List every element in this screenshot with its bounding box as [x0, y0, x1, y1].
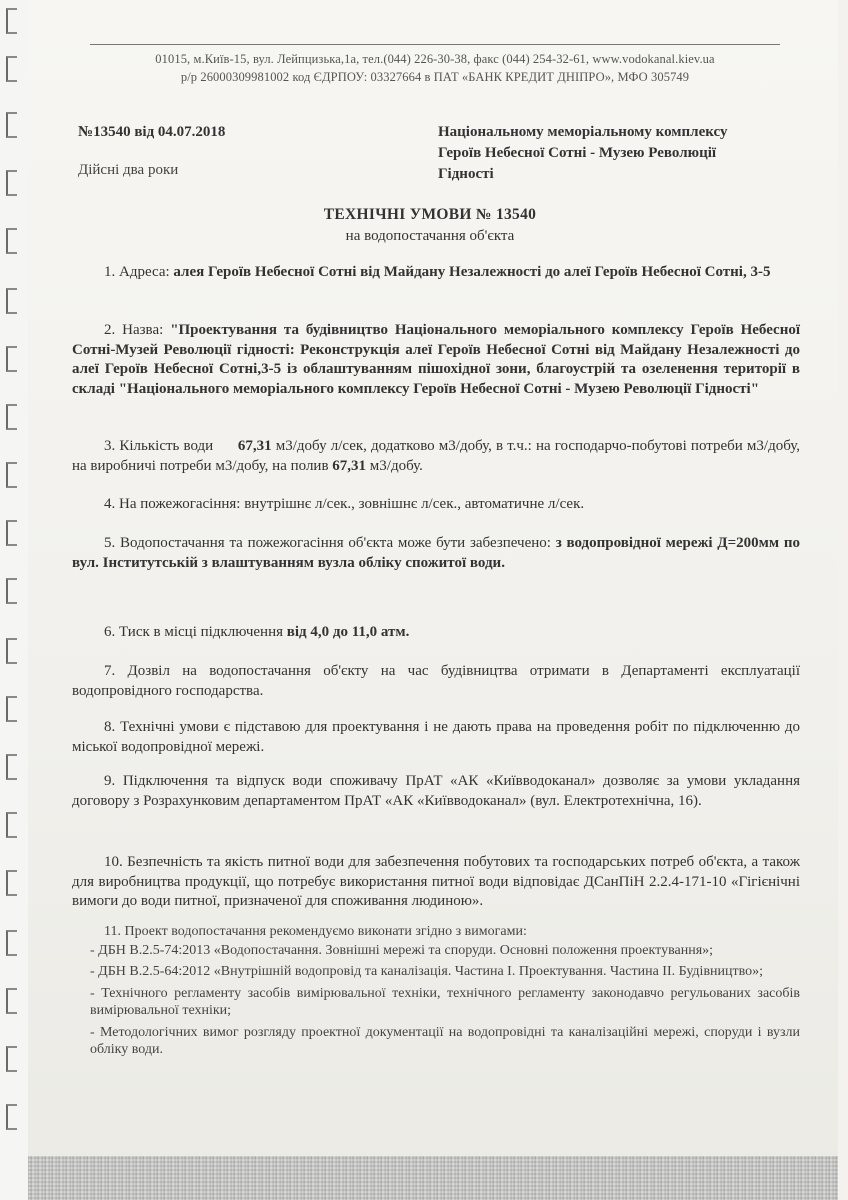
binding-hole	[6, 638, 17, 664]
binding-hole	[6, 462, 17, 488]
recipient-line: Героїв Небесної Сотні - Музею Революції	[438, 145, 717, 161]
binding-hole	[6, 1046, 17, 1072]
binding-hole	[6, 988, 17, 1014]
quantity-breakdown: м3/добу л/сек, додатково м3/добу, в т.ч.: на господарчо-побутові потреби м3/добу, на виробничі потреби м3/добу, на полив	[72, 438, 801, 474]
binding-hole	[6, 346, 17, 372]
binding-hole	[6, 520, 17, 546]
recipient-line: Гідності	[438, 166, 494, 182]
item-permit	[72, 662, 800, 701]
item-supply-source	[72, 534, 800, 573]
validity-note: Дійсні два роки	[78, 162, 179, 178]
binding-hole	[6, 930, 17, 956]
supply-text: 5. Водопостачання та пожежогасіння об'єкта може бути забезпечено:	[104, 535, 551, 551]
permit-text: 7. Дозвіл на водопостачання об'єкту на час будівництва отримати в Департаменті експлуатації водопровідного господарства.	[72, 663, 800, 699]
recipient-block	[438, 122, 798, 185]
quantity-total: 67,31	[237, 438, 272, 454]
firefighting-text: 4. На пожежогасіння: внутрішнє л/сек., зовнішнє л/сек., автоматичне л/сек.	[104, 496, 585, 512]
connection-text: 9. Підключення та відпуск води споживачу ПрАТ «АК «Київводоканал» дозволяє за умови укладання договору з Розрахунковим департаментом ПрАТ «АК «Київводоканал» (вул. Електротехнічна, 16).	[72, 773, 800, 809]
binding-hole	[6, 754, 17, 780]
requirement-line: - ДБН В.2.5-64:2012 «Внутрішній водопровід та каналізація. Частина I. Проектування. Частина II. Будівництво»;	[90, 964, 764, 979]
requirements-intro: 11. Проект водопостачання рекомендуємо виконати згідно з вимогами:	[104, 924, 527, 939]
binding-hole	[6, 8, 17, 34]
item-firefighting	[72, 495, 800, 515]
binding-hole	[6, 56, 17, 82]
letterhead-rule	[90, 44, 780, 45]
pressure-label: 6. Тиск в місці підключення	[104, 624, 283, 640]
binding-hole	[6, 696, 17, 722]
project-name-value: "Проектування та будівництво Національного меморіального комплексу Героїв Небесної Сотні-Музей Революції гідності: Реконструкція алеї Героїв Небесної Сотні від Майдану Незалежності до алеї Героїв Небесної Сотні,3-5 із облаштуванням пішохідної зони, благоустрій та озеленення території в складі "Національного меморіального комплексу Героїв Небесної Сотні - Музею Революції Гідності"	[72, 322, 800, 397]
letterhead-address: 01015, м.Київ-15, вул. Лейпцизька,1а, тел.(044) 226-30-38, факс (044) 254-32-61, www.vodokanal.kiev.ua	[155, 52, 715, 66]
binding-hole	[6, 812, 17, 838]
scan-edge-noise	[28, 1156, 838, 1200]
quantity-irrigation: 67,31	[332, 457, 367, 474]
requirement-line: - ДБН В.2.5-74:2013 «Водопостачання. Зовнішні мережі та споруди. Основні положення проектування»;	[90, 942, 714, 958]
item-connection	[72, 772, 800, 811]
binding-hole	[6, 404, 17, 430]
document-title: ТЕХНІЧНІ УМОВИ № 13540	[323, 206, 537, 223]
recipient-line: Національному меморіальному комплексу	[438, 124, 728, 140]
binding-hole	[6, 288, 17, 314]
address-value: алея Героїв Небесної Сотні від Майдану Незалежності до алеї Героїв Небесної Сотні, 3-5	[173, 264, 771, 280]
basis-text: 8. Технічні умови є підставою для проектування і не дають права на проведення робіт по підключенню до міської водопровідної мережі.	[72, 719, 800, 755]
item-water-quantity	[72, 437, 800, 476]
supply-source-value: з водопровідної мережі Д=200мм по вул. Інститутській з влаштуванням вузла обліку спожитої води.	[72, 535, 800, 571]
requirement-line: - Технічного регламенту засобів вимірювальної техніки, технічного регламенту законодавчо регульованих засобів вимірювальної техніки;	[90, 985, 800, 1018]
item-pressure	[72, 623, 800, 643]
binding-hole	[6, 228, 17, 254]
item-label: 1. Адреса:	[104, 264, 170, 280]
item-basis	[72, 718, 800, 757]
item-name	[72, 321, 800, 399]
item-address	[72, 263, 800, 283]
document-number: №13540 від 04.07.2018	[78, 124, 226, 140]
pressure-value: від 4,0 до 11,0 атм.	[286, 624, 410, 640]
document-subtitle: на водопостачання об'єкта	[345, 228, 515, 244]
binding-hole	[6, 1104, 17, 1130]
binding-margin	[0, 0, 28, 1200]
quantity-unit: м3/добу.	[369, 457, 423, 474]
binding-hole	[6, 170, 17, 196]
letterhead-bank: р/р 26000309981002 код ЄДРПОУ: 03327664 в ПАТ «БАНК КРЕДИТ ДНІПРО», МФО 305749	[180, 70, 690, 84]
item-label: 2. Назва:	[104, 322, 164, 338]
quantity-label: 3. Кількість води	[104, 438, 214, 454]
item-water-quality	[72, 853, 800, 912]
water-quality-text: 10. Безпечність та якість питної води для забезпечення побутових та господарських потреб об'єкта, а також для виробництва продукції, що потребує використання питної води відповідає ДСанПіН 2.2.4-171-10 «Гігієнічні вимоги до води питної, призначеної для споживання людиною».	[72, 854, 800, 909]
requirement-line: - Методологічних вимог розгляду проектної документації на водопровідні та каналізаційні мережі, споруди і вузли обліку води.	[90, 1024, 800, 1057]
item-requirements	[72, 923, 800, 1059]
binding-hole	[6, 870, 17, 896]
binding-hole	[6, 578, 17, 604]
binding-hole	[6, 112, 17, 138]
